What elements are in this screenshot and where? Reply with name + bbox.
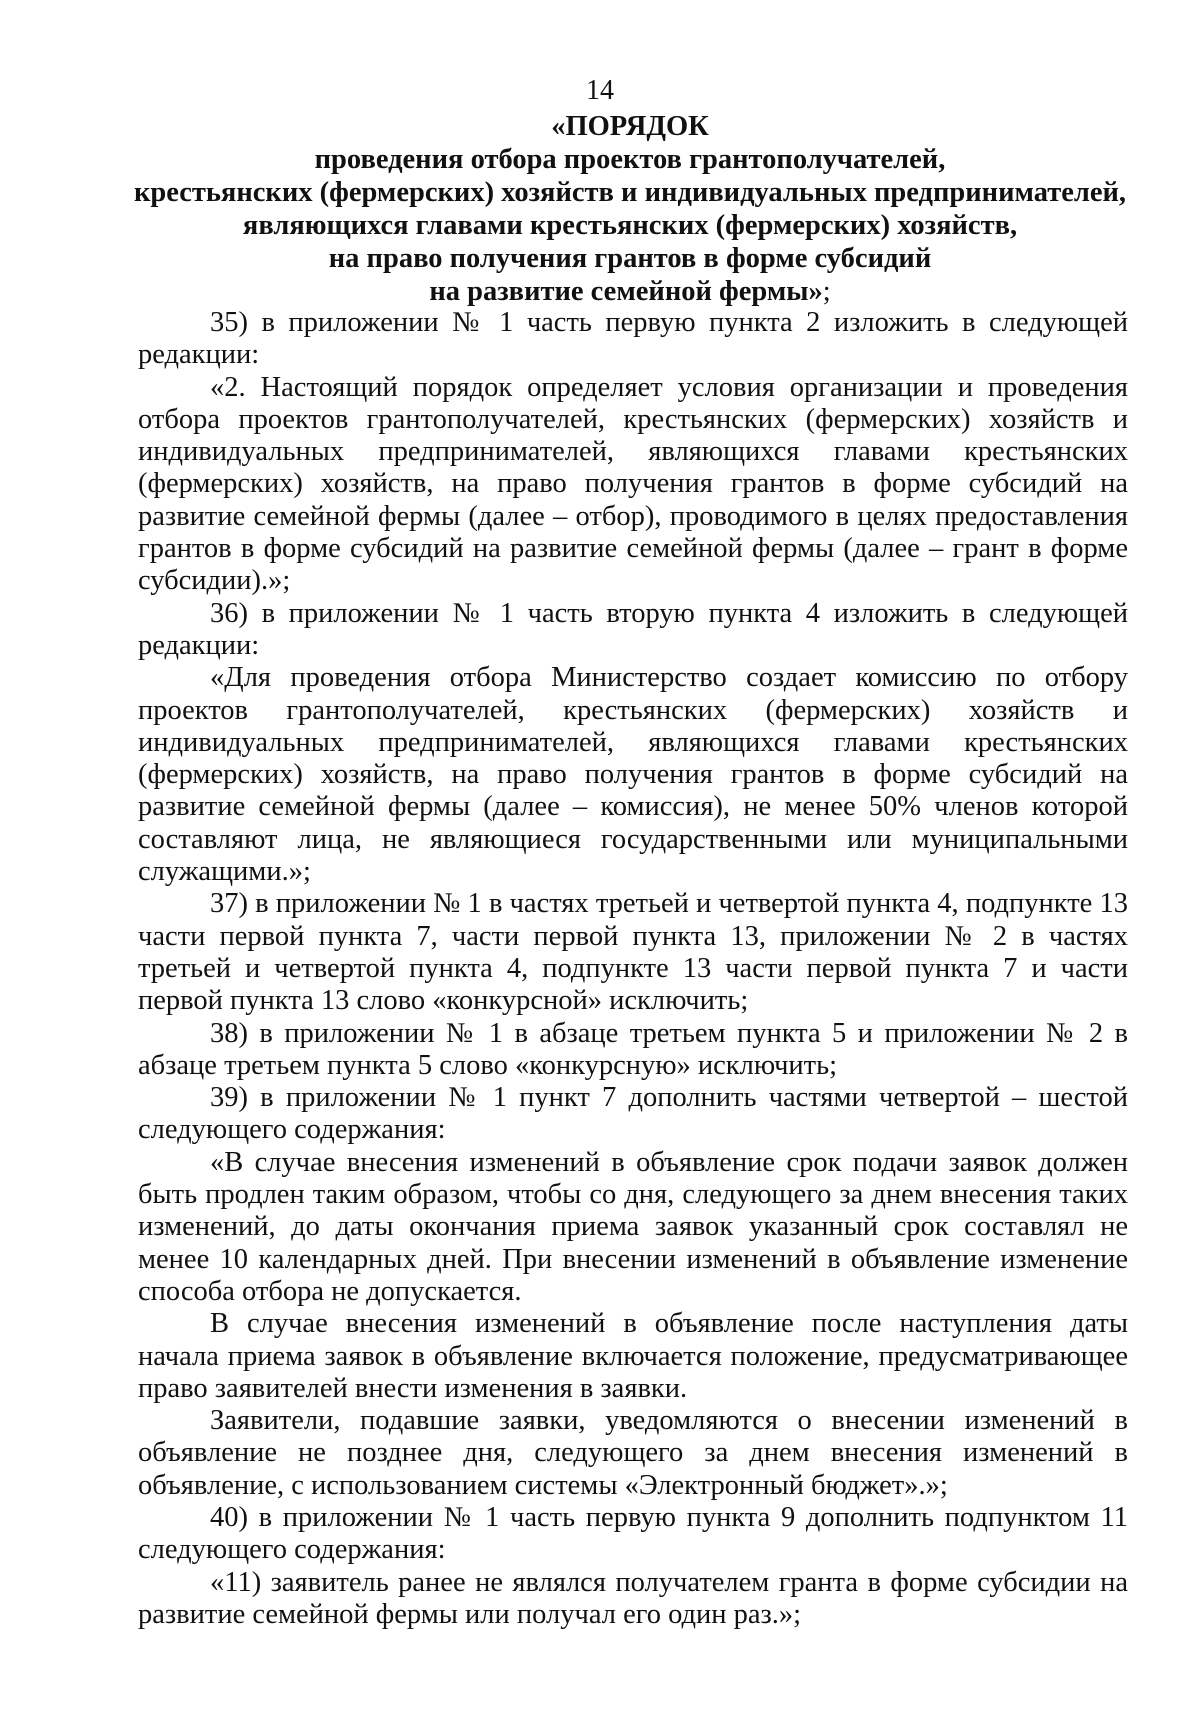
paragraph-item-40: 40) в приложении № 1 часть первую пункта 9 дополнить подпунктом 11 следующего содержания: [138,1501,1128,1566]
paragraph-quote-item-2: «2. Настоящий порядок определяет условия организации и проведения отбора проектов грантополучателей, крестьянских (фермерских) хозяйств и индивидуальных предпринимателей, являющихся главами крестьянских (фермерских) хозяйств, на право получения грантов в форме субсидий на развитие семейной фермы (далее – отбор), проводимого в целях предоставления грантов в форме субсидий на развитие семейной фермы (далее – грант в форме субсидии).»; [138,371,1128,597]
paragraph-quote-changes-2: В случае внесения изменений в объявление после наступления даты начала приема заявок в объявление включается положение, предусматривающее право заявителей внести изменения в заявки. [138,1308,1128,1404]
page-number: 14 [586,75,614,106]
paragraph-quote-item-11: «11) заявитель ранее не являлся получателем гранта в форме субсидии на развитие семейной фермы или получал его один раз.»; [138,1566,1128,1630]
paragraph-item-36: 36) в приложении № 1 часть вторую пункта 4 изложить в следующей редакции: [138,597,1128,661]
title-line-6-bold: на развитие семейной фермы» [429,276,823,307]
paragraph-item-35: 35) в приложении № 1 часть первую пункта 2 изложить в следующей редакции: [138,307,1128,371]
title-line-6 [130,275,1130,308]
paragraph-quote-commission: «Для проведения отбора Министерство создает комиссию по отбору проектов грантополучателей, крестьянских (фермерских) хозяйств и индивидуальных предпринимателей, являющихся главами крестьянских (фермерских) хозяйств, на право получения грантов в форме субсидий на развитие семейной фермы (далее – комиссия), не менее 50% членов которой составляют лица, не являющиеся государственными или муниципальными служащими.»; [138,662,1128,888]
paragraph-item-38: 38) в приложении № 1 в абзаце третьем пункта 5 и приложении № 2 в абзаце третьем пункта 5 слово «конкурсную» исключить; [138,1017,1128,1081]
title-line-2: проведения отбора проектов грантополучателей, [314,144,946,175]
paragraph-quote-changes-3: Заявители, подавшие заявки, уведомляются о внесении изменений в объявление не позднее дня, следующего за днем внесения изменений в объявление, с использованием системы «Электронный бюджет».»; [138,1405,1128,1501]
document-body [138,307,1128,1631]
document-title [130,110,1130,308]
title-line-3: крестьянских (фермерских) хозяйств и индивидуальных предпринимателей, [133,177,1127,208]
title-line-1: «ПОРЯДОК [551,111,709,142]
paragraph-quote-changes-1: «В случае внесения изменений в объявление срок подачи заявок должен быть продлен таким образом, чтобы со дня, следующего за днем внесения таких изменений, до даты окончания приема заявок указанный срок составлял не менее 10 календарных дней. При внесении изменений в объявление изменение способа отбора не допускается. [138,1146,1128,1307]
paragraph-item-39: 39) в приложении № 1 пункт 7 дополнить частями четвертой – шестой следующего содержания: [138,1082,1128,1146]
title-line-4: являющихся главами крестьянских (фермерских) хозяйств, [242,210,1018,241]
paragraph-item-37: 37) в приложении № 1 в частях третьей и четвертой пункта 4, подпункте 13 части первой пункта 7, части первой пункта 13, приложении № 2 в частях третьей и четвертой пункта 4, подпункте 13 части первой пункта 7 и части первой пункта 13 слово «конкурсной» исключить; [138,888,1128,1017]
title-line-6-tail: ; [822,276,831,307]
title-line-5: на право получения грантов в форме субсидий [328,243,932,274]
